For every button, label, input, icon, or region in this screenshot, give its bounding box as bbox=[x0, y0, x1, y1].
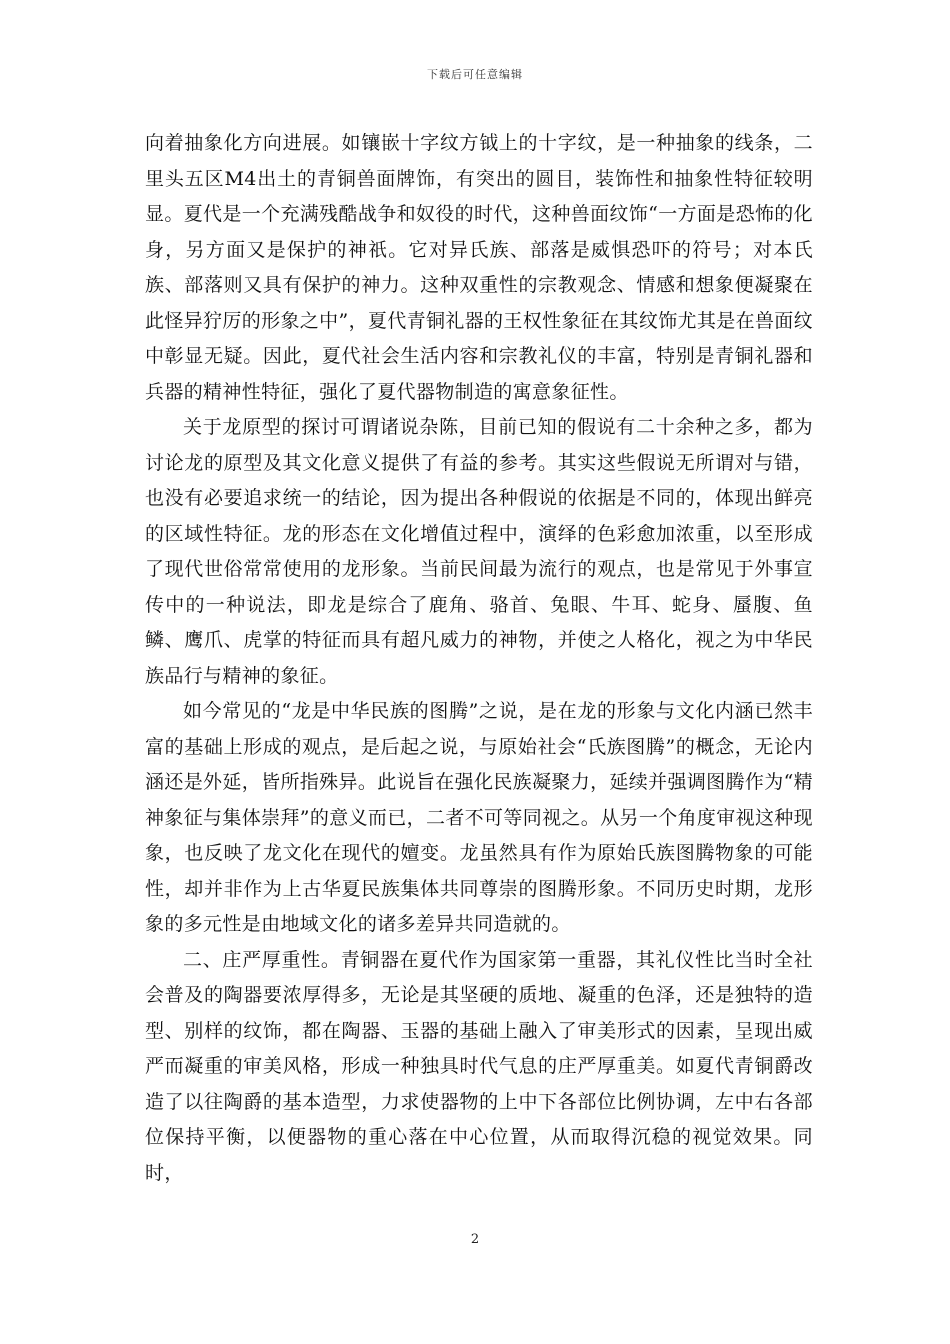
paragraph-continuation: 向着抽象化方向进展。如镶嵌十字纹方钺上的十字纹，是一种抽象的线条，二里头五区M4出土的青铜兽面牌饰，有突出的圆目，装饰性和抽象性特征较明显。夏代是一个充满残酷战争和奴役的时代，这种兽面纹饰“一方面是恐怖的化身，另方面又是保护的神祇。它对异氏族、部落是威惧恐吓的符号；对本氏族、部落则又具有保护的神力。这种双重性的宗教观念、情感和想象便凝聚在此怪异狞厉的形象之中”，夏代青铜礼器的王权性象征在其纹饰尤其是在兽面纹中彰显无疑。因此，夏代社会生活内容和宗教礼仪的丰富，特别是青铜礼器和兵器的精神性特征，强化了夏代器物制造的寓意象征性。 bbox=[145, 132, 813, 403]
paragraph-dragon-origin: 关于龙原型的探讨可谓诸说杂陈，目前已知的假说有二十余种之多，都为讨论龙的原型及其文化意义提供了有益的参考。其实这些假说无所谓对与错，也没有必要追求统一的结论，因为提出各种假说的依据是不同的，体现出鲜亮的区域性特征。龙的形态在文化增值过程中，演绎的色彩愈加浓重，以至形成了现代世俗常常使用的龙形象。当前民间最为流行的观点，也是常见于外事宣传中的一种说法，即龙是综合了鹿角、骆首、兔眼、牛耳、蛇身、蜃腹、鱼鳞、鹰爪、虎掌的特征而具有超凡威力的神物，并使之人格化，视之为中华民族品行与精神的象征。 bbox=[145, 416, 813, 687]
paragraph-solemnity: 二、庄严厚重性。青铜器在夏代作为国家第一重器，其礼仪性比当时全社会普及的陶器要浓厚得多，无论是其坚硬的质地、凝重的色泽，还是独特的造型、别样的纹饰，都在陶器、玉器的基础上融入了审美形式的因素，呈现出威严而凝重的审美风格，形成一种独具时代气息的庄严厚重美。如夏代青铜爵改造了以往陶爵的基本造型，力求使器物的上中下各部位比例协调，左中右各部位保持平衡，以便器物的重心落在中心位置，从而取得沉稳的视觉效果。同时， bbox=[145, 948, 813, 1184]
paragraph-dragon-totem: 如今常见的“龙是中华民族的图腾”之说，是在龙的形象与文化内涵已然丰富的基础上形成的观点，是后起之说，与原始社会“氏族图腾”的概念，无论内涵还是外延，皆所指殊异。此说旨在强化民族凝聚力，延续并强调图腾作为“精神象征与集体崇拜”的意义而已，二者不可等同视之。从另一个角度审视这种现象，也反映了龙文化在现代的嬗变。龙虽然具有作为原始氏族图腾物象的可能性，却并非作为上古华夏民族集体共同尊崇的图腾形象。不同历史时期，龙形象的多元性是由地域文化的诸多差异共同造就的。 bbox=[145, 700, 813, 935]
body-text bbox=[145, 126, 813, 1191]
page-header: 下载后可任意编辑 bbox=[427, 68, 523, 81]
page-number: 2 bbox=[470, 1232, 480, 1247]
